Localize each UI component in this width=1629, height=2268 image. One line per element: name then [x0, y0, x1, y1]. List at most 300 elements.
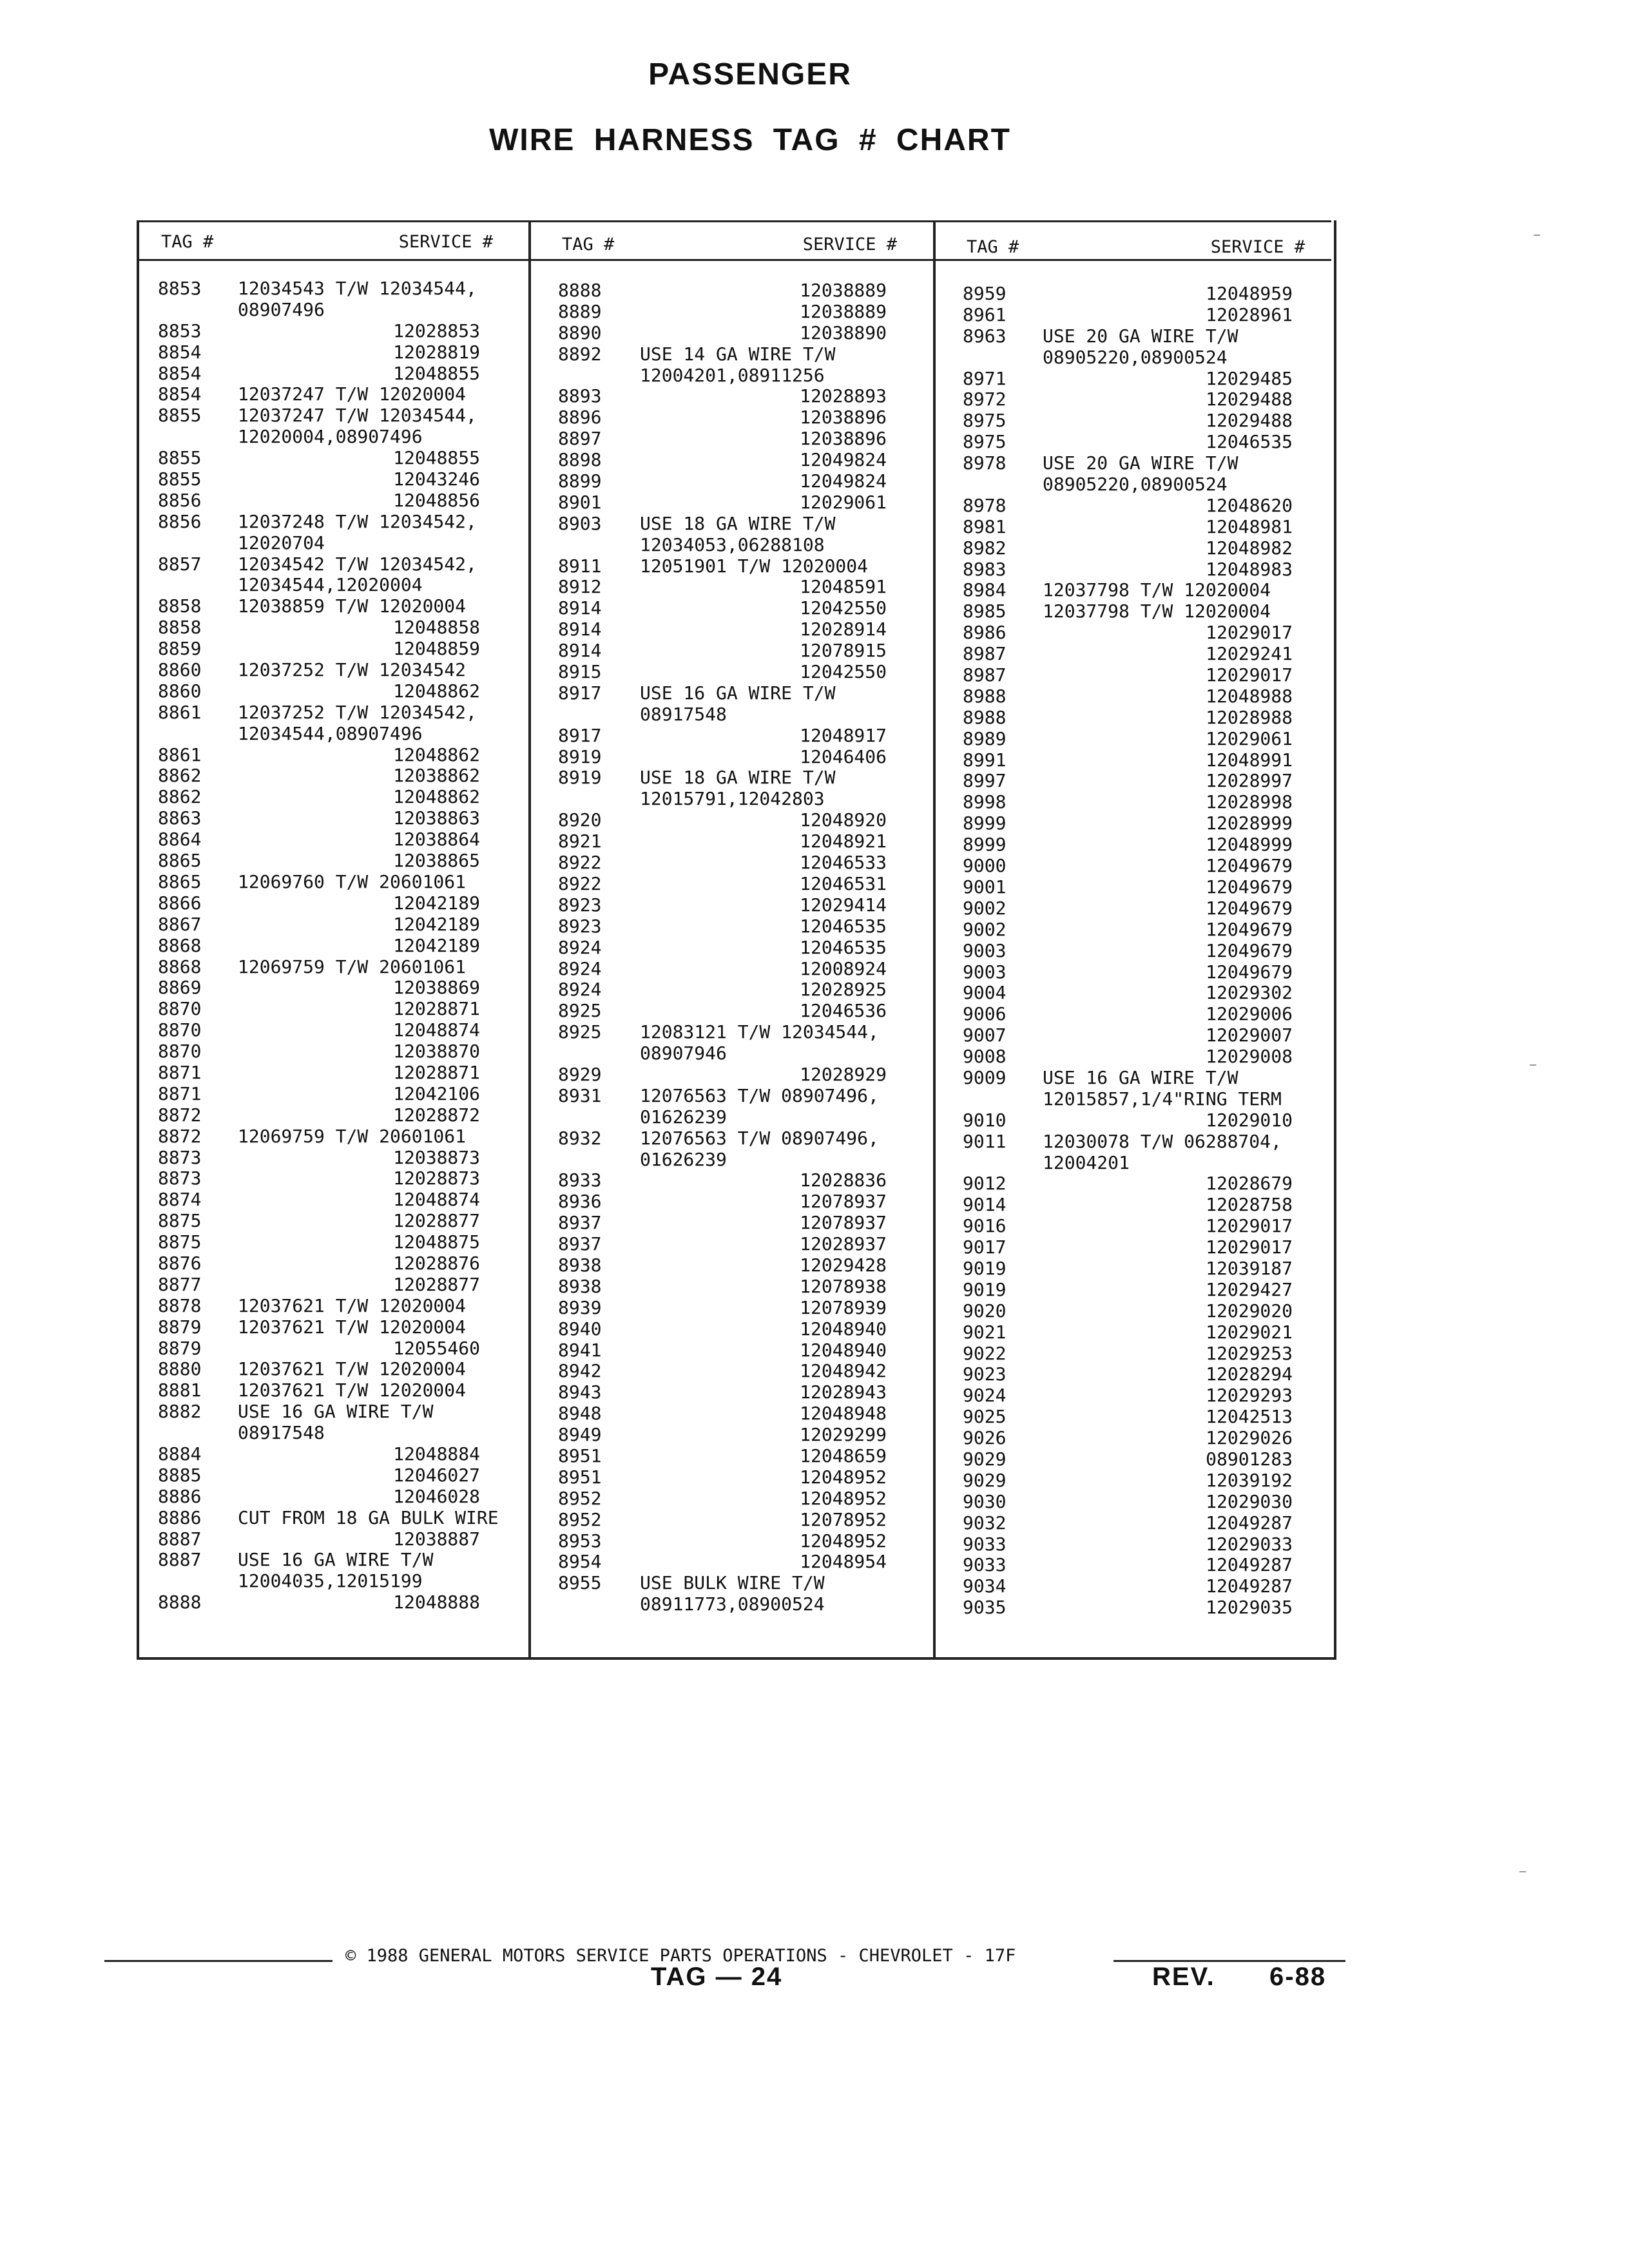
service-number: 12048982	[1206, 537, 1293, 559]
table-row	[558, 1552, 887, 1573]
table-row	[963, 1280, 1293, 1301]
service-description: 12037252 T/W 12034542,	[238, 701, 477, 723]
column-header	[161, 232, 493, 258]
service-number: 12042189	[393, 892, 480, 914]
service-description: USE 16 GA WIRE T/W	[640, 682, 836, 704]
page-subtitle: WIRE HARNESS TAG # CHART	[489, 123, 1011, 157]
tag-number: 8868	[158, 956, 202, 977]
tag-number: 8925	[558, 1000, 602, 1022]
table-row	[963, 919, 1293, 941]
service-number: 12038873	[393, 1146, 480, 1168]
tag-number: 8949	[558, 1424, 602, 1446]
table-row	[158, 936, 480, 957]
service-number: 12049679	[1206, 918, 1293, 940]
scan-mark	[1519, 1871, 1526, 1872]
service-number: 12049679	[1206, 855, 1293, 877]
tag-number: 8896	[558, 407, 602, 428]
table-row	[158, 999, 480, 1020]
table-row	[558, 1531, 887, 1552]
service-number: 12049824	[800, 470, 887, 492]
service-number: 12038887	[393, 1528, 480, 1550]
tag-number: 8854	[158, 383, 202, 405]
tag-number: 8952	[558, 1487, 602, 1509]
table-row	[158, 957, 480, 978]
service-number: 08901283	[1206, 1448, 1293, 1470]
service-number: 12029017	[1206, 1215, 1293, 1237]
tag-number: 8986	[963, 622, 1007, 644]
tag-number: 9009	[963, 1066, 1007, 1088]
service-number: 12028877	[393, 1273, 480, 1295]
service-number: 12048942	[800, 1360, 887, 1382]
service-number: 12028758	[1206, 1194, 1293, 1216]
table-row	[963, 665, 1293, 686]
table-row	[158, 1401, 480, 1423]
tag-number: 8863	[158, 807, 202, 829]
tag-number: 8867	[158, 913, 202, 935]
service-number: 12049679	[1206, 876, 1293, 898]
service-number: 12028294	[1206, 1363, 1293, 1385]
table-row	[558, 874, 887, 895]
service-description: USE 20 GA WIRE T/W	[1043, 452, 1239, 474]
service-description: 12034542 T/W 12034542,	[238, 553, 477, 575]
service-number: 12029061	[1206, 727, 1293, 749]
tag-number: 8865	[158, 850, 202, 872]
tag-column-1	[158, 278, 499, 1613]
table-row	[558, 1276, 887, 1298]
tag-number: 8984	[963, 579, 1007, 601]
service-description: 12051901 T/W 12020004	[640, 555, 869, 577]
tag-number: 8855	[158, 468, 202, 490]
tag-number: 8871	[158, 1082, 202, 1104]
copyright-notice: © 1988 GENERAL MOTORS SERVICE PARTS OPERATIONS - CHEVROLET - 17F	[345, 1946, 1016, 1966]
service-number: 12029017	[1206, 1236, 1293, 1258]
tag-header: TAG #	[562, 235, 615, 255]
service-number: 12029428	[800, 1254, 887, 1276]
table-row	[158, 596, 480, 617]
table-row	[963, 1449, 1293, 1470]
service-number: 12049287	[1206, 1575, 1293, 1597]
table-row	[963, 1004, 1293, 1025]
service-description: 08917548	[640, 703, 727, 725]
service-number: 12043246	[393, 468, 480, 490]
tag-number: 8937	[558, 1212, 602, 1234]
table-row	[963, 1576, 1293, 1597]
table-row	[963, 1385, 1293, 1407]
table-row	[158, 808, 480, 829]
table-row	[558, 810, 887, 831]
service-number: 12028836	[800, 1169, 887, 1191]
table-row	[158, 1148, 480, 1169]
service-number: 12028873	[393, 1168, 480, 1189]
tag-number: 8931	[558, 1084, 602, 1106]
column-divider	[528, 220, 531, 1660]
table-row	[963, 1195, 1293, 1216]
table-row	[558, 937, 887, 959]
tag-number: 8914	[558, 640, 602, 662]
service-number: 12028679	[1206, 1173, 1293, 1195]
tag-number: 8924	[558, 979, 602, 1001]
service-number: 12078938	[800, 1275, 887, 1297]
tag-number: 9000	[963, 855, 1007, 877]
tag-number: 8914	[558, 619, 602, 640]
table-row	[558, 280, 887, 302]
table-row	[963, 622, 1293, 644]
tag-number: 8876	[158, 1252, 202, 1274]
tag-number: 8893	[558, 385, 602, 407]
service-description: USE BULK WIRE T/W	[640, 1572, 825, 1594]
table-row	[158, 787, 480, 808]
table-row	[558, 619, 887, 640]
table-row	[963, 877, 1293, 898]
service-description: 12034544,12020004	[238, 574, 423, 596]
tag-number: 8888	[158, 1591, 202, 1613]
service-number: 12048858	[393, 617, 480, 639]
tag-number: 9003	[963, 939, 1007, 961]
service-number: 12048884	[393, 1443, 480, 1465]
service-description: 12037247 T/W 12034544,	[238, 405, 477, 427]
table-row	[558, 747, 887, 768]
tag-number: 8875	[158, 1231, 202, 1253]
service-description: 12037798 T/W 12020004	[1043, 579, 1271, 601]
tag-number: 8866	[158, 892, 202, 914]
service-number: 12028961	[1206, 303, 1293, 325]
tag-number: 8858	[158, 617, 202, 639]
service-number: 12028999	[1206, 812, 1293, 834]
table-row	[558, 1510, 887, 1531]
table-row	[558, 767, 887, 789]
table-row	[558, 1170, 887, 1191]
table-row	[963, 1470, 1293, 1492]
service-number: 12038896	[800, 428, 887, 450]
service-description: 12034053,06288108	[640, 533, 825, 555]
table-row	[158, 533, 480, 554]
service-number: 12078952	[800, 1508, 887, 1530]
table-row	[158, 724, 480, 745]
table-row	[963, 305, 1293, 326]
table-row	[963, 1110, 1293, 1131]
table-row	[963, 1089, 1293, 1110]
service-number: 12048948	[800, 1403, 887, 1425]
tag-number: 8875	[158, 1210, 202, 1232]
service-number: 12028943	[800, 1381, 887, 1403]
table-row	[558, 1191, 887, 1213]
table-row	[963, 1301, 1293, 1322]
service-number: 12048856	[393, 489, 480, 511]
service-number: 12048855	[393, 362, 480, 384]
table-row	[158, 1168, 480, 1189]
tag-header: TAG #	[161, 232, 214, 252]
tag-number: 8861	[158, 701, 202, 723]
service-number: 12038865	[393, 850, 480, 872]
service-number: 12029485	[1206, 367, 1293, 389]
footer-rule	[104, 1960, 333, 1962]
tag-number: 9011	[963, 1130, 1007, 1152]
table-row	[558, 598, 887, 619]
tag-number: 9019	[963, 1257, 1007, 1279]
tag-number: 8988	[963, 706, 1007, 728]
tag-number: 8975	[963, 410, 1007, 432]
tag-number: 8878	[158, 1294, 202, 1316]
service-number: 12046535	[800, 915, 887, 937]
table-row	[158, 469, 480, 490]
table-row	[963, 517, 1293, 538]
tag-number: 9026	[963, 1427, 1007, 1449]
tag-number: 8897	[558, 428, 602, 450]
service-number: 12048999	[1206, 834, 1293, 856]
service-number: 12038890	[800, 322, 887, 343]
tag-number: 8874	[158, 1189, 202, 1211]
tag-number: 9012	[963, 1173, 1007, 1195]
table-row	[158, 490, 480, 512]
service-description: 12020004,08907496	[238, 426, 423, 448]
service-description: 12004035,12015199	[238, 1570, 423, 1592]
table-row	[963, 941, 1293, 962]
table-row	[158, 702, 480, 724]
table-row	[158, 1423, 480, 1444]
service-description: 12083121 T/W 12034544,	[640, 1021, 879, 1043]
tag-number: 8864	[158, 829, 202, 850]
tag-number: 9020	[963, 1300, 1007, 1321]
service-number: 12049679	[1206, 939, 1293, 961]
table-row	[963, 686, 1293, 707]
table-row	[158, 300, 480, 321]
table-row	[558, 1128, 887, 1149]
tag-number: 9003	[963, 961, 1007, 983]
service-description: 08905220,08900524	[1043, 474, 1228, 495]
table-row	[963, 1597, 1293, 1619]
table-row	[158, 639, 480, 660]
tag-number: 8887	[158, 1528, 202, 1550]
tag-number: 8858	[158, 595, 202, 617]
service-number: 12029414	[800, 894, 887, 916]
tag-number: 8961	[963, 303, 1007, 325]
service-number: 12048855	[393, 447, 480, 469]
service-description: 12037621 T/W 12020004	[238, 1358, 467, 1380]
table-row	[963, 1216, 1293, 1237]
table-row	[963, 284, 1293, 305]
service-number: 12038869	[393, 977, 480, 999]
table-row	[158, 829, 480, 850]
table-row	[158, 278, 480, 300]
service-description: USE 16 GA WIRE T/W	[238, 1549, 434, 1571]
table-row	[158, 1274, 480, 1296]
tag-header: TAG #	[967, 237, 1019, 257]
table-row	[963, 1237, 1293, 1258]
table-top-rule	[137, 220, 1331, 222]
table-row	[963, 1555, 1293, 1576]
tag-number: 8898	[558, 449, 602, 471]
tag-number: 8920	[558, 809, 602, 831]
table-row	[158, 405, 480, 427]
service-number: 12048620	[1206, 494, 1293, 516]
header-rule	[137, 259, 528, 261]
table-row	[158, 872, 480, 893]
table-row	[963, 410, 1293, 432]
table-row	[158, 1571, 480, 1592]
table-row	[158, 321, 480, 342]
service-description: 12015857,1/4"RING TERM	[1043, 1088, 1282, 1110]
tag-number: 9021	[963, 1321, 1007, 1343]
service-number: 12048981	[1206, 515, 1293, 537]
service-description: 08907946	[640, 1043, 727, 1064]
tag-number: 8868	[158, 934, 202, 956]
service-number: 12048920	[800, 809, 887, 831]
tag-number: 8873	[158, 1168, 202, 1189]
service-description: 12037621 T/W 12020004	[238, 1379, 467, 1401]
service-number: 12028893	[800, 385, 887, 407]
service-description: 12069759 T/W 20601061	[238, 956, 467, 977]
tag-number: 8985	[963, 601, 1007, 622]
service-description: 01626239	[640, 1148, 727, 1170]
table-row	[558, 959, 887, 980]
tag-number: 8860	[158, 680, 202, 702]
table-row	[963, 432, 1293, 453]
service-number: 12042189	[393, 913, 480, 935]
service-number: 12042550	[800, 597, 887, 619]
tag-number: 9004	[963, 982, 1007, 1004]
table-row	[963, 898, 1293, 919]
tag-number: 9008	[963, 1046, 1007, 1068]
table-row	[963, 1131, 1293, 1153]
service-description: USE 16 GA WIRE T/W	[238, 1401, 434, 1423]
table-row	[158, 850, 480, 872]
tag-number: 8911	[558, 555, 602, 577]
tag-number: 8880	[158, 1358, 202, 1380]
service-number: 12028871	[393, 998, 480, 1020]
service-number: 12048862	[393, 680, 480, 702]
tag-number: 8991	[963, 749, 1007, 771]
table-row	[558, 1425, 887, 1446]
table-row	[558, 471, 887, 492]
service-number: 12048917	[800, 724, 887, 746]
table-row	[558, 1467, 887, 1488]
service-description: 08905220,08900524	[1043, 346, 1228, 368]
tag-number: 8997	[963, 770, 1007, 792]
page-number: TAG — 24	[651, 1963, 783, 1991]
tag-number: 8987	[963, 643, 1007, 665]
tag-number: 8859	[158, 638, 202, 660]
table-row	[963, 1492, 1293, 1513]
table-row	[963, 559, 1293, 581]
service-number: 12039192	[1206, 1469, 1293, 1491]
service-number: 12029021	[1206, 1321, 1293, 1343]
service-number: 12048983	[1206, 558, 1293, 580]
tag-number: 8955	[558, 1572, 602, 1594]
tag-number: 8861	[158, 744, 202, 765]
table-row	[158, 1465, 480, 1486]
tag-column-3	[963, 284, 1293, 1619]
service-number: 12029241	[1206, 643, 1293, 665]
table-row	[158, 1126, 480, 1148]
tag-number: 8951	[558, 1445, 602, 1466]
service-number: 12028819	[393, 341, 480, 363]
table-row	[558, 1022, 887, 1043]
service-description: 12069760 T/W 20601061	[238, 870, 467, 892]
tag-number: 8988	[963, 685, 1007, 707]
table-row	[558, 428, 887, 450]
service-number: 12048591	[800, 576, 887, 598]
service-number: 12029017	[1206, 622, 1293, 644]
tag-number: 8921	[558, 831, 602, 852]
service-number: 12038889	[800, 300, 887, 322]
service-number: 12048874	[393, 1189, 480, 1211]
tag-number: 8853	[158, 278, 202, 299]
table-row	[963, 856, 1293, 877]
tag-number: 9029	[963, 1469, 1007, 1491]
service-number: 12046406	[800, 745, 887, 767]
table-row	[963, 1534, 1293, 1555]
tag-number: 9029	[963, 1448, 1007, 1470]
service-number: 12038896	[800, 407, 887, 428]
table-row	[158, 554, 480, 575]
service-number: 12048940	[800, 1318, 887, 1340]
table-row	[558, 789, 887, 810]
service-number: 12046535	[1206, 431, 1293, 453]
service-number: 12046027	[393, 1464, 480, 1486]
table-row	[158, 427, 480, 448]
tag-number: 8924	[558, 957, 602, 979]
table-row	[558, 344, 887, 365]
service-number: 12029302	[1206, 982, 1293, 1004]
tag-number: 8887	[158, 1549, 202, 1571]
table-row	[963, 962, 1293, 983]
tag-number: 8862	[158, 786, 202, 808]
service-number: 12029006	[1206, 1003, 1293, 1025]
table-row	[558, 1149, 887, 1171]
tag-column-2	[558, 280, 887, 1615]
service-description: 08917548	[238, 1422, 325, 1444]
table-row	[158, 1211, 480, 1232]
tag-number: 8963	[963, 325, 1007, 347]
table-row	[558, 323, 887, 344]
table-row	[158, 1317, 480, 1338]
tag-number: 8923	[558, 894, 602, 916]
service-number: 12028871	[393, 1061, 480, 1083]
tag-number: 9014	[963, 1194, 1007, 1216]
service-description: USE 18 GA WIRE T/W	[640, 512, 836, 534]
service-number: 12029293	[1206, 1385, 1293, 1407]
tag-number: 8941	[558, 1339, 602, 1361]
service-number: 12028937	[800, 1233, 887, 1255]
service-number: 12049287	[1206, 1512, 1293, 1533]
tag-number: 8942	[558, 1360, 602, 1382]
table-row	[158, 617, 480, 639]
table-row	[158, 1084, 480, 1105]
table-row	[558, 895, 887, 916]
table-row	[158, 342, 480, 363]
table-row	[963, 1428, 1293, 1449]
table-row	[558, 726, 887, 747]
service-number: 12048862	[393, 744, 480, 765]
service-number: 12049679	[1206, 961, 1293, 983]
table-row	[558, 365, 887, 387]
table-row	[558, 916, 887, 937]
service-number: 12055460	[393, 1337, 480, 1359]
table-row	[158, 1550, 480, 1571]
tag-number: 8884	[158, 1443, 202, 1465]
service-description: USE 16 GA WIRE T/W	[1043, 1066, 1239, 1088]
service-header: SERVICE #	[398, 232, 493, 252]
tag-number: 8881	[158, 1379, 202, 1401]
tag-number: 8914	[558, 597, 602, 619]
tag-number: 9034	[963, 1575, 1007, 1597]
service-number: 12048874	[393, 1019, 480, 1041]
page-title: PASSENGER	[648, 57, 852, 91]
tag-number: 8871	[158, 1061, 202, 1083]
tag-number: 9030	[963, 1490, 1007, 1512]
service-number: 12048859	[393, 638, 480, 660]
table-row	[158, 1020, 480, 1041]
